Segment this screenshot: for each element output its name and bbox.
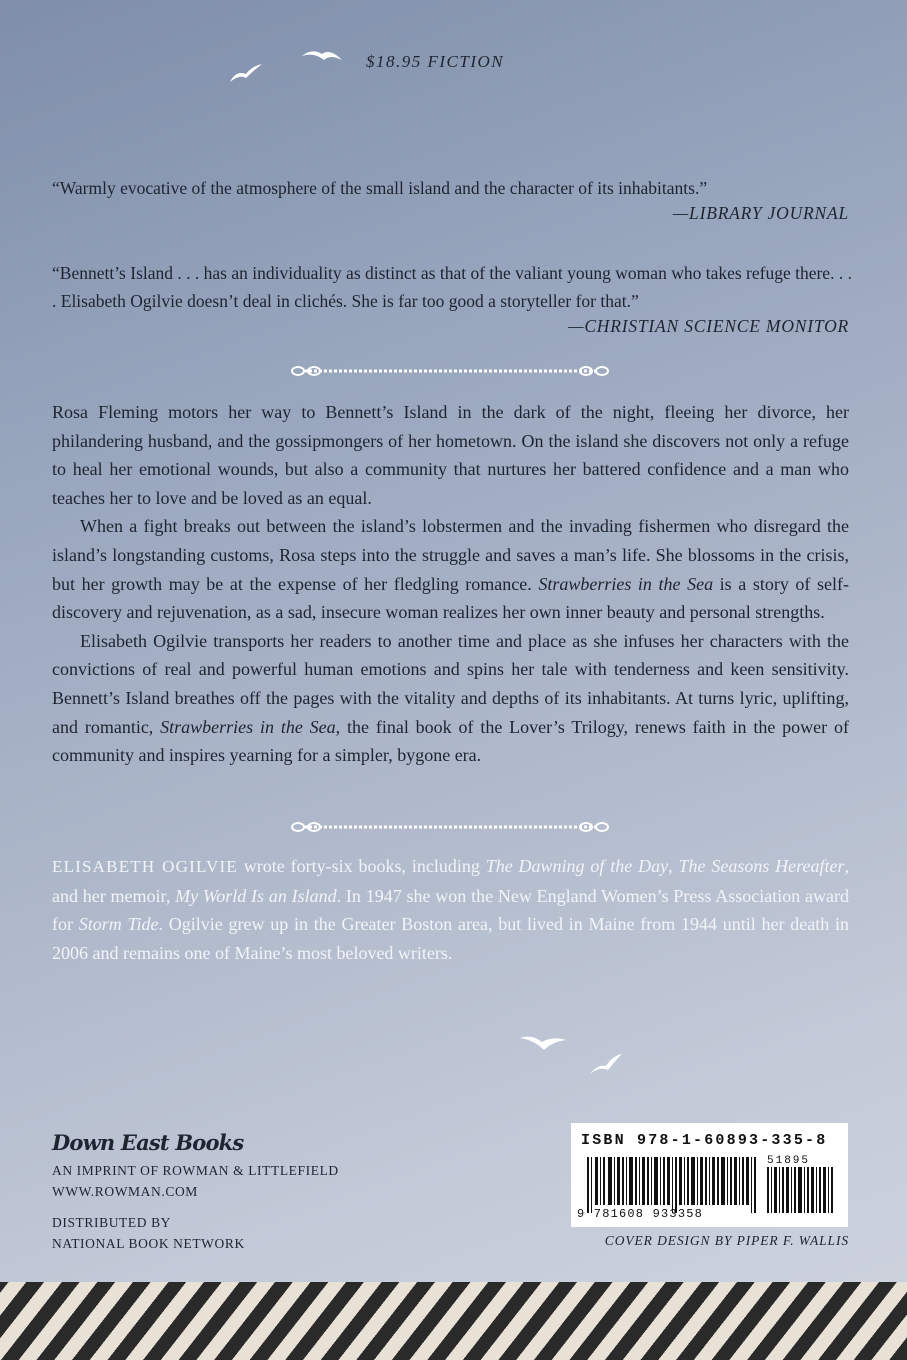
imprint-line: AN IMPRINT OF ROWMAN & LITTLEFIELD [52, 1163, 339, 1178]
isbn-barcode [571, 1123, 848, 1227]
rope-divider [290, 364, 610, 378]
description-paragraph: Rosa Fleming motors her way to Bennett’s Island in the dark of the night, fleeing her divorce, her philandering husband, and the gossipmongers of her hometown. On the island she discovers not only a refuge to heal her emotional wounds, but also a community that nurtures her battered confidence and a man who teaches her to love and be loved as an equal. [52, 402, 849, 508]
review-quote: “Warmly evocative of the atmosphere of the small island and the character of its inhabitants.” [52, 178, 708, 198]
description-paragraph: Elisabeth Ogilvie transports her readers to another time and place as she infuses her characters with the convictions of real and powerful human emotions and spins her tale with tenderness and keen sensitivity. Bennett’s Island breathes off the pages with the vitality and depths of its inhabitants. At turns lyric, uplifting, and romantic, Strawberries in the Sea, the final book of the Lover’s Trilogy, renews faith in the power of community and inspires yearning for a simpler, bygone era. [52, 630, 850, 766]
author-name: ELISABETH OGILVIE [52, 857, 238, 876]
seagull-icon [518, 1032, 568, 1054]
book-title: Strawberries in the Sea [160, 716, 336, 737]
distributor-name: NATIONAL BOOK NETWORK [52, 1236, 245, 1251]
publisher-logo: Down East Books [52, 1130, 244, 1155]
book-title: Strawberries in the Sea [538, 573, 714, 594]
seagull-icon [300, 46, 344, 66]
cover-design-credit: COVER DESIGN BY PIPER F. WALLIS [604, 1233, 849, 1248]
distributed-label: DISTRIBUTED BY [52, 1215, 172, 1230]
review-source: —LIBRARY JOURNAL [672, 203, 849, 223]
review-source: —CHRISTIAN SCIENCE MONITOR [567, 316, 849, 336]
publisher-website: WWW.ROWMAN.COM [52, 1184, 198, 1199]
book-description [52, 398, 849, 770]
review-quote: “Bennett’s Island . . . has an individuality as distinct as that of the valiant young woman who takes refuge there. . . . Elisabeth Ogilvie doesn’t deal in clichés. She is far too good a storyteller for that.” [52, 263, 852, 311]
price-code: 51895 [767, 1155, 811, 1167]
description-paragraph: When a fight breaks out between the island’s lobstermen and the invading fishermen who disregard the island’s longstanding customs, Rosa steps into the struggle and saves a man’s life. She blossoms in the crisis, but her growth may be at the expense of her fledgling romance. Strawberries in the Sea is a story of self-discovery and rejuvenation, as a sad, insecure woman realizes her own inner beauty and personal strengths. [52, 516, 849, 623]
price-category-line: $18.95 FICTION [366, 52, 505, 71]
seagull-icon [228, 62, 264, 84]
isbn-label: ISBN 978-1-60893-335-8 [581, 1132, 828, 1149]
ean-digits: 9 781608 933358 [577, 1207, 704, 1221]
rope-divider [290, 820, 610, 834]
author-bio: ELISABETH OGILVIE wrote forty-six books, including The Dawning of the Day, The Seasons Hereafter, and her memoir, My World Is an Island. In 1947 she won the New England Women’s Press Association award for Storm Tide. Ogilvie grew up in the Greater Boston area, but lived in Maine from 1944 until her death in 2006 and remains one of Maine’s most beloved writers. [52, 856, 849, 963]
seagull-icon [588, 1052, 624, 1076]
striped-border [0, 1282, 907, 1360]
